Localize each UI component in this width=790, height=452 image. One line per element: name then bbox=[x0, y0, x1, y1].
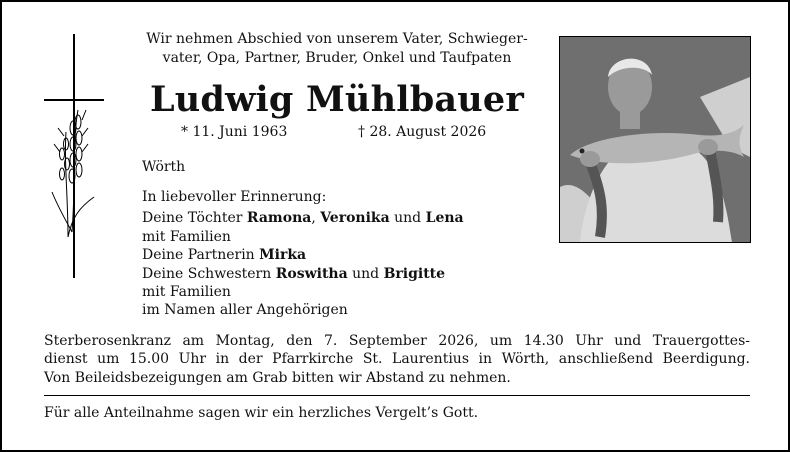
funeral-line: Sterberosenkranz am Montag, den 7. September 2026, um 14.30 Uhr und Trauergottes- bbox=[44, 333, 750, 349]
mourner-line: mit Familien bbox=[142, 228, 231, 245]
mourner-line-daughters: Deine Töchter Ramona, Veronika und Lena bbox=[142, 210, 464, 227]
cross-wheat-icon bbox=[42, 32, 106, 282]
deceased-name: Ludwig Mühlbauer bbox=[149, 79, 525, 120]
intro-line: vater, Opa, Partner, Bruder, Onkel und Taufpaten bbox=[162, 50, 512, 66]
divider bbox=[44, 395, 750, 396]
mourners-heading: In liebevoller Erinnerung: bbox=[142, 189, 327, 205]
intro-line: Wir nehmen Abschied von unserem Vater, Schwieger- bbox=[146, 31, 528, 47]
mourner-line-sisters: Deine Schwestern Roswitha und Brigitte bbox=[142, 265, 446, 282]
place-of-residence: Wörth bbox=[142, 159, 186, 175]
mourner-line: mit Familien bbox=[142, 284, 231, 301]
death-date: † 28. August 2026 bbox=[358, 124, 487, 140]
mourner-line: im Namen aller Angehörigen bbox=[142, 302, 348, 319]
birth-date: * 11. Juni 1963 bbox=[181, 124, 288, 140]
mourners-list bbox=[142, 188, 464, 320]
funeral-line: dienst um 15.00 Uhr in der Pfarrkirche St. Laurentius in Wörth, anschließend Beerdigung. bbox=[44, 351, 750, 368]
intro-text bbox=[112, 30, 562, 68]
mourner-line-partner: Deine Partnerin Mirka bbox=[142, 247, 307, 264]
funeral-line: Von Beileidsbezeigungen am Grab bitten wir Abstand zu nehmen. bbox=[44, 369, 511, 386]
funeral-details bbox=[44, 332, 750, 387]
thanks-line: Für alle Anteilnahme sagen wir ein herzliches Vergelt’s Gott. bbox=[44, 405, 479, 421]
photo-man-with-fish bbox=[560, 37, 750, 242]
portrait-photo bbox=[559, 36, 751, 243]
